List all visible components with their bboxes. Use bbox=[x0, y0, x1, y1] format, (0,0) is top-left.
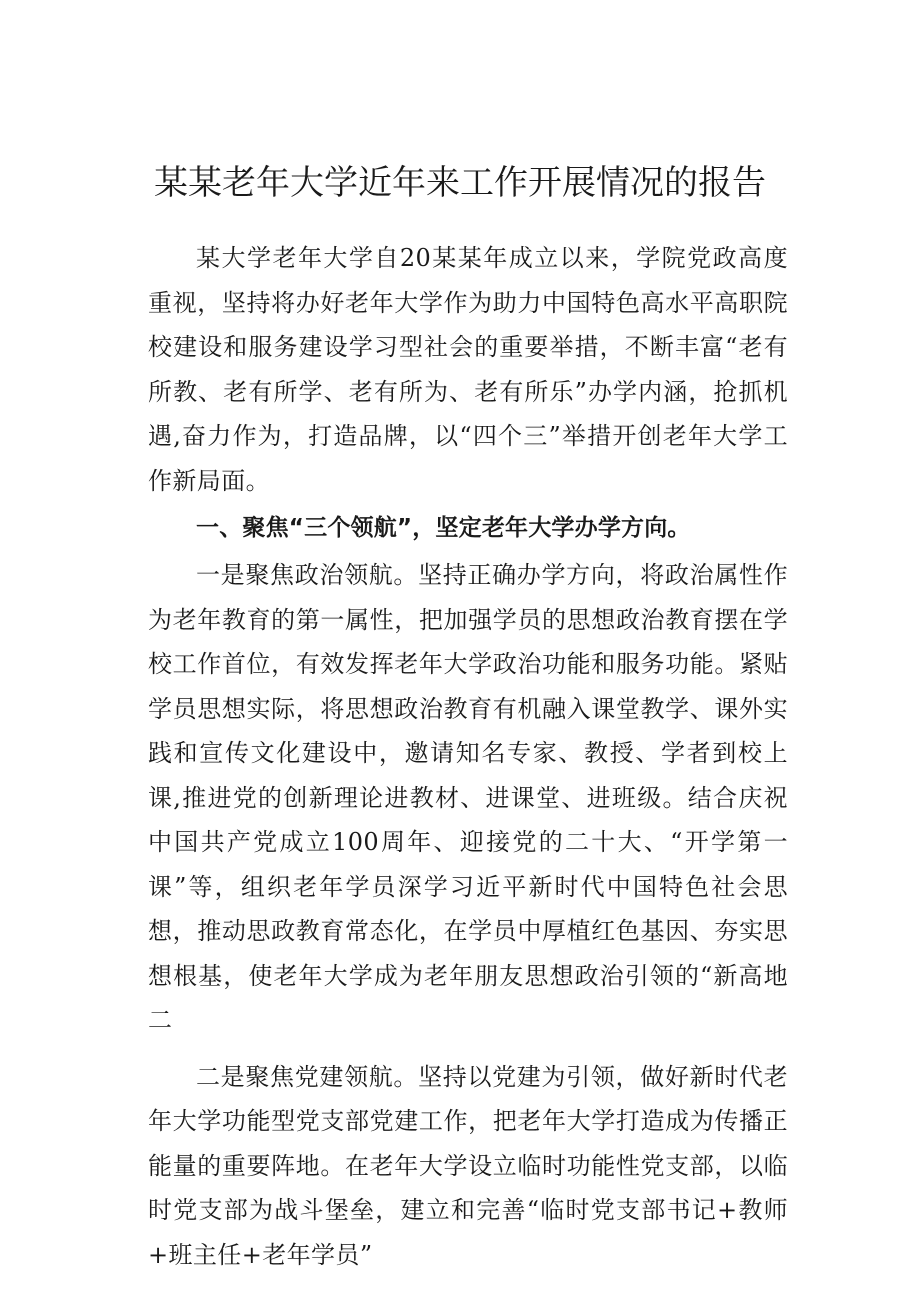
section-heading: 一、聚焦“三个领航”，坚定老年大学办学方向。 bbox=[196, 515, 691, 541]
paragraph-political-leadership: 一是聚焦政治领航。坚持正确办学方向，将政治属性作为老年教育的第一属性，把加强学员的思想政治教育摆在学校工作首位，有效发挥老年大学政治功能和服务功能。紧贴学员思想实际，将思想政治教育有机融入课堂教学、课外实践和宣传文化建设中，邀请知名专家、教授、学者到校上课,推进党的创新理论进教材、进课堂、进班级。结合庆祝中国共产党成立100周年、迎接党的二十大、“开学第一课”等，组织老年学员深学习近平新时代中国特色社会思想，推动思政教育常态化，在学员中厚植红色基因、夯实思想根基，使老年大学成为老年朋友思想政治引领的“新高地二 bbox=[148, 561, 788, 1034]
intro-paragraph: 某大学老年大学自20某某年成立以来，学院党政高度重视，坚持将办好老年大学作为助力中国特色高水平高职院校建设和服务建设学习型社会的重要举措，不断丰富“老有所教、老有所学、老有所为、老有所乐”办学内涵，抢抓机遇,奋力作为，打造品牌，以“四个三”举措开创老年大学工作新局面。 bbox=[148, 244, 788, 495]
paragraph-party-leadership: 二是聚焦党建领航。坚持以党建为引领，做好新时代老年大学功能型党支部党建工作，把老年大学打造成为传播正能量的重要阵地。在老年大学设立临时功能性党支部，以临时党支部为战斗堡垒，建立和完善“临时党支部书记+教师+班主任+老年学员” bbox=[148, 1062, 788, 1269]
document-title: 某某老年大学近年来工作开展情况的报告 bbox=[154, 163, 766, 203]
document-body bbox=[148, 236, 788, 1277]
paragraph-gap bbox=[148, 1043, 788, 1055]
